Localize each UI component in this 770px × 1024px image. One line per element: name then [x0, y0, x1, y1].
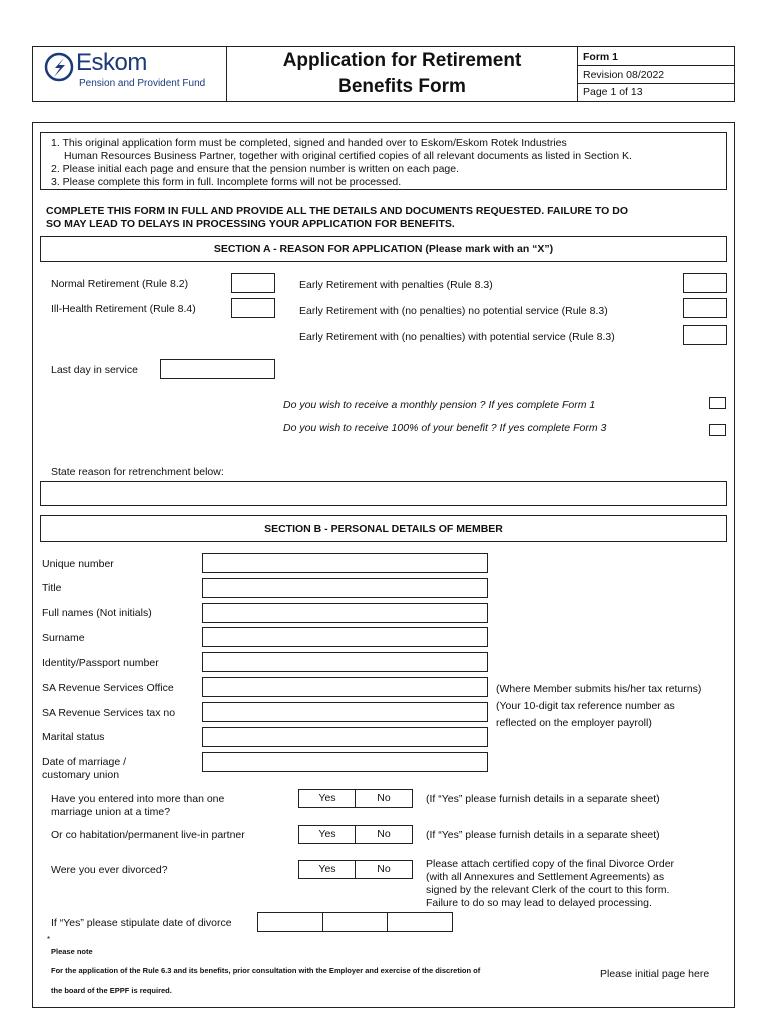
ill-health-checkbox[interactable] — [231, 298, 275, 318]
form-title-line1: Application for Retirement — [282, 50, 522, 71]
tax-office-note: (Where Member submits his/her tax returns) — [496, 683, 702, 695]
surname-label: Surname — [42, 632, 85, 644]
divorced-yes-no — [298, 860, 413, 879]
footer-asterisk: * — [47, 935, 51, 944]
meta-divider — [577, 65, 735, 66]
multiple-marriage-question-1: Have you entered into more than one — [51, 793, 225, 805]
divorced-yes[interactable]: Yes — [318, 863, 336, 875]
initial-page-label: Please initial page here — [600, 968, 710, 980]
title-label: Title — [42, 582, 62, 594]
early-no-pen-no-service-label: Early Retirement with (no penalties) no potential service (Rule 8.3) — [299, 305, 608, 317]
instruction-3: 3. Please complete this form in full. Incomplete forms will not be processed. — [51, 176, 402, 188]
sars-office-label: SA Revenue Services Office — [42, 682, 174, 694]
warning-line1: COMPLETE THIS FORM IN FULL AND PROVIDE ALL THE DETAILS AND DOCUMENTS REQUESTED. FAILURE TO DO — [46, 205, 628, 217]
instruction-1: 1. This original application form must be completed, signed and handed over to Eskom/Eskom Rotek Industries — [51, 137, 567, 149]
form-title-line2: Benefits Form — [338, 76, 466, 97]
brand-name: Eskom — [76, 49, 147, 76]
divorce-note-2: (with all Annexures and Settlement Agreements) as — [426, 871, 665, 883]
multiple-marriage-question-2: marriage union at a time? — [51, 806, 171, 818]
instruction-1b: Human Resources Business Partner, together with original certified copies of all relevant documents as listed in Section K. — [64, 150, 632, 162]
divorce-note-4: Failure to do so may lead to delayed processing. — [426, 897, 652, 909]
footer-please-note: Please note — [51, 947, 93, 956]
form-number: Form 1 — [583, 51, 619, 63]
instruction-2: 2. Please initial each page and ensure that the pension number is written on each page. — [51, 163, 460, 175]
divorce-note-3: signed by the relevant Clerk of the court to this form. — [426, 884, 670, 896]
cohabitation-note: (If “Yes” please furnish details in a separate sheet) — [426, 829, 660, 841]
warning-line2: SO MAY LEAD TO DELAYS IN PROCESSING YOUR APPLICATION FOR BENEFITS. — [46, 218, 455, 230]
early-no-pen-service-checkbox[interactable] — [683, 325, 727, 345]
divorce-date-day[interactable] — [257, 912, 323, 932]
marital-status-input[interactable] — [202, 727, 488, 747]
brand-subtitle: Pension and Provident Fund — [79, 78, 206, 89]
full-names-label: Full names (Not initials) — [42, 607, 152, 619]
tax-no-note-2: reflected on the employer payroll) — [496, 717, 652, 729]
date-marriage-label-1: Date of marriage / — [42, 756, 127, 768]
multiple-marriage-yes[interactable]: Yes — [318, 792, 336, 804]
cohabitation-yes-no — [298, 825, 413, 844]
divorced-question: Were you ever divorced? — [51, 864, 168, 876]
full-benefit-checkbox[interactable] — [709, 424, 726, 436]
cohabitation-question: Or co habitation/permanent live-in partner — [51, 829, 245, 841]
section-b-title: SECTION B - PERSONAL DETAILS OF MEMBER — [264, 523, 503, 535]
sars-tax-no-label: SA Revenue Services tax no — [42, 707, 176, 719]
section-a-title: SECTION A - REASON FOR APPLICATION (Please mark with an “X”) — [213, 243, 554, 255]
early-penalties-checkbox[interactable] — [683, 273, 727, 293]
multiple-marriage-no[interactable]: No — [355, 790, 412, 807]
monthly-pension-checkbox[interactable] — [709, 397, 726, 409]
divorce-date-year[interactable] — [387, 912, 453, 932]
footer-note-2: the board of the EPPF is required. — [51, 986, 172, 995]
date-marriage-input[interactable] — [202, 752, 488, 772]
retrenchment-reason-input[interactable] — [40, 481, 727, 506]
multiple-marriage-note: (If “Yes” please furnish details in a separate sheet) — [426, 793, 660, 805]
sars-tax-no-input[interactable] — [202, 702, 488, 722]
ill-health-label: Ill-Health Retirement (Rule 8.4) — [51, 303, 196, 315]
marital-status-label: Marital status — [42, 731, 105, 743]
date-marriage-label-2: customary union — [42, 769, 120, 781]
footer-note-1: For the application of the Rule 6.3 and its benefits, prior consultation with the Employer and exercise of the discretion of — [51, 966, 481, 975]
tax-no-note-1: (Your 10-digit tax reference number as — [496, 700, 675, 712]
cohabitation-yes[interactable]: Yes — [318, 828, 336, 840]
form-revision: Revision 08/2022 — [583, 69, 665, 81]
monthly-pension-question: Do you wish to receive a monthly pension ? If yes complete Form 1 — [283, 399, 596, 411]
full-names-input[interactable] — [202, 603, 488, 623]
divorce-note-1: Please attach certified copy of the final Divorce Order — [426, 858, 675, 870]
early-no-pen-service-label: Early Retirement with (no penalties) with potential service (Rule 8.3) — [299, 331, 615, 343]
divorce-date-label: If “Yes” please stipulate date of divorce — [51, 917, 232, 929]
meta-divider — [577, 83, 735, 84]
form-page: Page 1 of 13 — [583, 86, 643, 98]
unique-number-input[interactable] — [202, 553, 488, 573]
divorce-date-month[interactable] — [322, 912, 388, 932]
last-day-input[interactable] — [160, 359, 275, 379]
sars-office-input[interactable] — [202, 677, 488, 697]
eskom-logo-icon — [44, 52, 74, 82]
title-input[interactable] — [202, 578, 488, 598]
cohabitation-no[interactable]: No — [355, 826, 412, 843]
surname-input[interactable] — [202, 627, 488, 647]
multiple-marriage-yes-no — [298, 789, 413, 808]
retrenchment-label: State reason for retrenchment below: — [51, 466, 224, 478]
early-no-pen-no-service-checkbox[interactable] — [683, 298, 727, 318]
early-penalties-label: Early Retirement with penalties (Rule 8.3) — [299, 279, 493, 291]
full-benefit-question: Do you wish to receive 100% of your benefit ? If yes complete Form 3 — [283, 422, 607, 434]
id-passport-input[interactable] — [202, 652, 488, 672]
last-day-label: Last day in service — [51, 364, 138, 376]
unique-number-label: Unique number — [42, 558, 114, 570]
divorced-no[interactable]: No — [355, 861, 412, 878]
normal-retirement-checkbox[interactable] — [231, 273, 275, 293]
normal-retirement-label: Normal Retirement (Rule 8.2) — [51, 278, 189, 290]
id-passport-label: Identity/Passport number — [42, 657, 159, 669]
